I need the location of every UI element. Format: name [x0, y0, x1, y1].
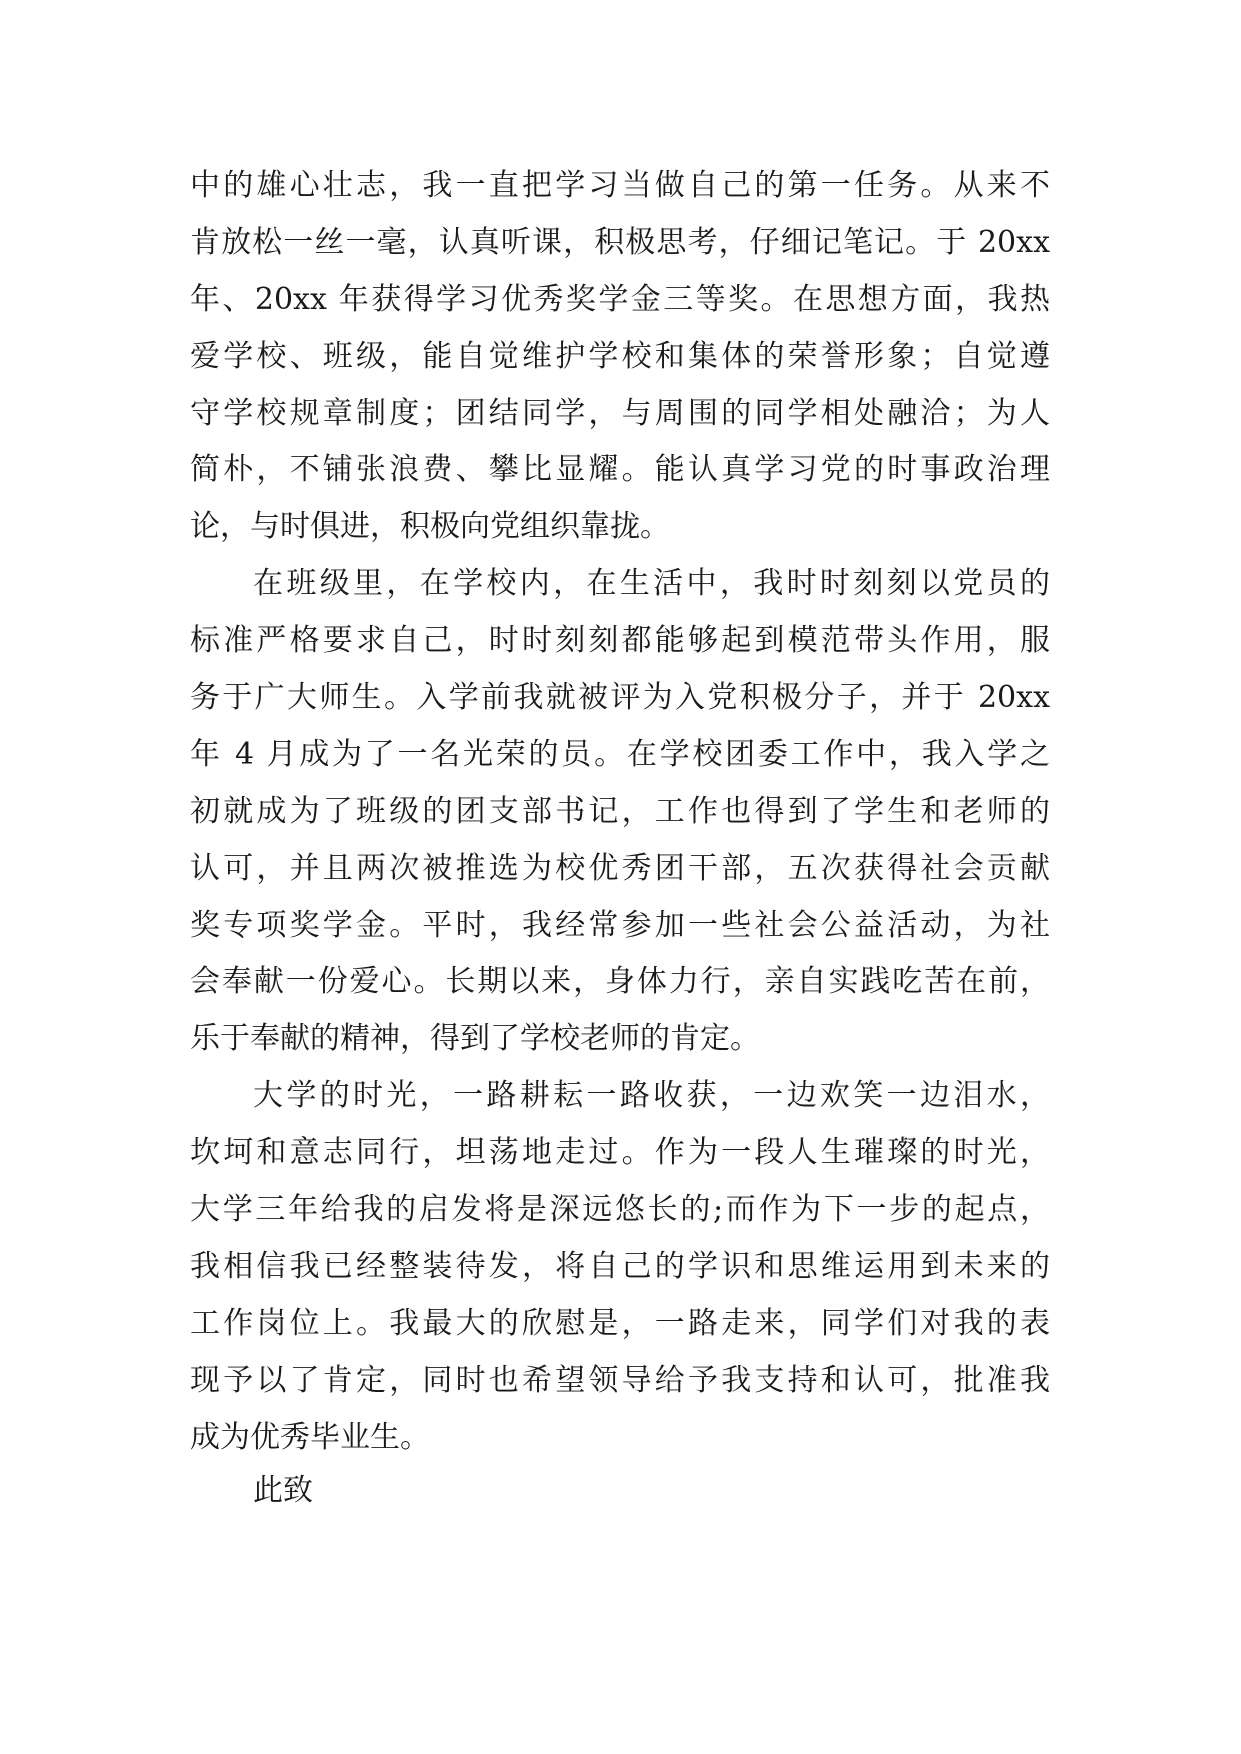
text-line: 肯放松一丝一毫，认真听课，积极思考，仔细记笔记。于 20xx — [190, 224, 1050, 260]
text-line: 认可，并且两次被推选为校优秀团干部，五次获得社会贡献 — [190, 850, 1050, 886]
text-line: 在班级里，在学校内，在生活中，我时时刻刻以党员的 — [253, 566, 1050, 602]
letter-body — [190, 158, 1050, 1466]
text-line: 中的雄心壮志，我一直把学习当做自己的第一任务。从来不 — [190, 168, 1050, 203]
text-line: 成为优秀毕业生。 — [190, 1419, 430, 1455]
paragraph-conclusion — [190, 1068, 1050, 1466]
text-line: 务于广大师生。入学前我就被评为入党积极分子，并于 20xx — [190, 680, 1050, 716]
text-line: 标准严格要求自己，时时刻刻都能够起到模范带头作用，服 — [190, 623, 1050, 659]
text-line: 我相信我已经整装待发，将自己的学识和思维运用到未来的 — [190, 1248, 1050, 1284]
text-line: 年、20xx 年获得学习优秀奖学金三等奖。在思想方面，我热 — [190, 281, 1050, 317]
closing-salutation: 此致 — [253, 1473, 313, 1508]
text-line: 工作岗位上。我最大的欣慰是，一路走来，同学们对我的表 — [190, 1305, 1050, 1341]
paragraph-study-and-thought — [190, 158, 1050, 556]
text-line: 现予以了肯定，同时也希望领导给予我支持和认可，批准我 — [190, 1362, 1050, 1398]
text-line: 会奉献一份爱心。长期以来，身体力行，亲自实践吃苦在前， — [190, 964, 1050, 1000]
text-line: 大学的时光，一路耕耘一路收获，一边欢笑一边泪水， — [253, 1078, 1050, 1114]
text-line: 初就成为了班级的团支部书记，工作也得到了学生和老师的 — [190, 793, 1050, 829]
text-line: 简朴，不铺张浪费、攀比显耀。能认真学习党的时事政治理 — [190, 452, 1050, 488]
text-line: 乐于奉献的精神，得到了学校老师的肯定。 — [190, 1021, 760, 1057]
text-line: 爱学校、班级，能自觉维护学校和集体的荣誉形象；自觉遵 — [190, 338, 1050, 374]
text-line: 大学三年给我的启发将是深远悠长的;而作为下一步的起点， — [190, 1192, 1050, 1228]
text-line: 奖专项奖学金。平时，我经常参加一些社会公益活动，为社 — [190, 907, 1050, 943]
text-line: 论，与时俱进，积极向党组织靠拢。 — [190, 509, 670, 545]
text-line: 守学校规章制度；团结同学，与周围的同学相处融洽；为人 — [190, 395, 1050, 431]
text-line: 年 4 月成为了一名光荣的员。在学校团委工作中，我入学之 — [190, 736, 1050, 772]
paragraph-class-and-school-work — [190, 556, 1050, 1068]
text-line: 坎坷和意志同行，坦荡地走过。作为一段人生璀璨的时光， — [190, 1135, 1050, 1171]
